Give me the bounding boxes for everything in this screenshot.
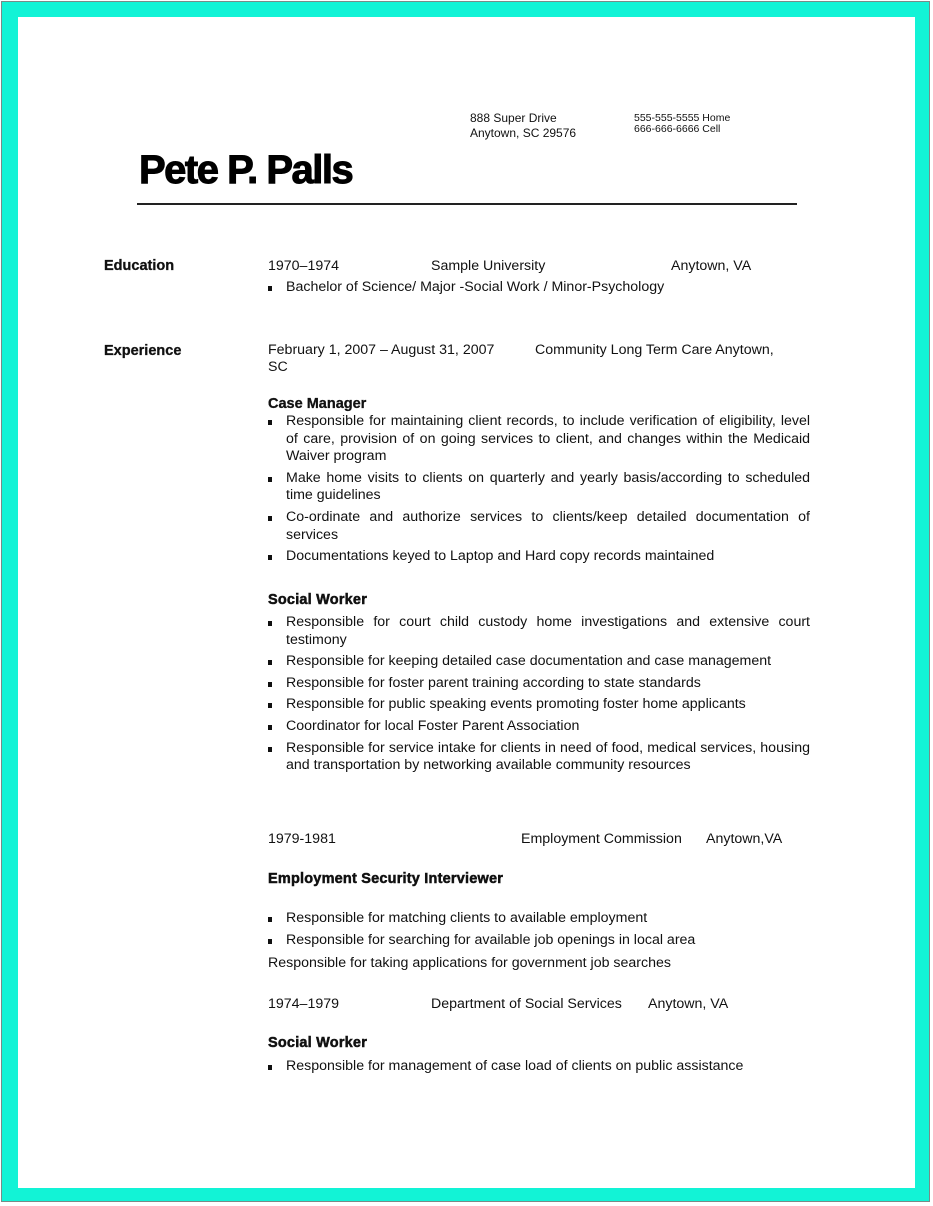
social-worker-2-bullets: [267, 1058, 810, 1080]
job-1-employer: Community Long Term Care Anytown,: [535, 342, 774, 358]
phone-cell: 666-666-6666 Cell: [634, 123, 721, 135]
role-title-case-manager: Case Manager: [268, 396, 367, 412]
list-item: Bachelor of Science/ Major -Social Work / Minor-Psychology: [267, 279, 810, 297]
social-worker-bullets: [267, 614, 810, 779]
list-item: Co-ordinate and authorize services to clients/keep detailed documentation of services: [267, 509, 810, 544]
job-2-location: Anytown,VA: [706, 831, 783, 847]
education-location: Anytown, VA: [671, 258, 752, 274]
list-item: Responsible for keeping detailed case documentation and case management: [267, 653, 810, 671]
list-item: Responsible for public speaking events promoting foster home applicants: [267, 696, 810, 714]
header-divider: [137, 203, 797, 205]
job-2-employer: Employment Commission: [521, 831, 682, 847]
case-manager-bullets: [267, 413, 810, 570]
role-title-social-worker: Social Worker: [268, 592, 368, 608]
address-line-2: Anytown, SC 29576: [470, 126, 577, 140]
address-line-1: 888 Super Drive: [470, 111, 557, 125]
education-years: 1970–1974: [268, 258, 340, 274]
job-3-location: Anytown, VA: [648, 996, 729, 1012]
candidate-name: Pete P. Palls: [139, 148, 353, 192]
role-title-employment-security-interviewer: Employment Security Interviewer: [268, 871, 504, 887]
job-3-employer: Department of Social Services: [431, 996, 622, 1012]
education-bullets: [267, 279, 810, 301]
list-item: Make home visits to clients on quarterly and yearly basis/according to scheduled time guidelines: [267, 470, 810, 505]
interviewer-bullets: [267, 910, 810, 953]
list-item: Responsible for matching clients to available employment: [267, 910, 810, 928]
section-label-experience: Experience: [104, 343, 182, 359]
education-school: Sample University: [431, 258, 546, 274]
list-item: Documentations keyed to Laptop and Hard copy records maintained: [267, 548, 810, 566]
list-item: Responsible for court child custody home investigations and extensive court testimony: [267, 614, 810, 649]
list-item: Coordinator for local Foster Parent Association: [267, 718, 810, 736]
list-item: Responsible for foster parent training according to state standards: [267, 675, 810, 693]
list-item: Responsible for maintaining client records, to include verification of eligibility, level of care, provision of on going services to client, and changes within the Medicaid Waiver program: [267, 413, 810, 466]
job-2-dates: 1979-1981: [268, 831, 336, 847]
job-1-employer-cont: SC: [268, 359, 288, 375]
job-1-dates: February 1, 2007 – August 31, 2007: [268, 342, 495, 358]
list-item: Responsible for service intake for clients in need of food, medical services, housing and transportation by networking available community resources: [267, 740, 810, 775]
role-title-social-worker-2: Social Worker: [268, 1035, 368, 1051]
list-item: Responsible for management of case load of clients on public assistance: [267, 1058, 810, 1076]
interviewer-plain-line: Responsible for taking applications for government job searches: [268, 955, 671, 971]
section-label-education: Education: [104, 258, 175, 274]
list-item: Responsible for searching for available job openings in local area: [267, 932, 810, 950]
phone-home: 555-555-5555 Home: [634, 112, 731, 124]
job-3-dates: 1974–1979: [268, 996, 340, 1012]
